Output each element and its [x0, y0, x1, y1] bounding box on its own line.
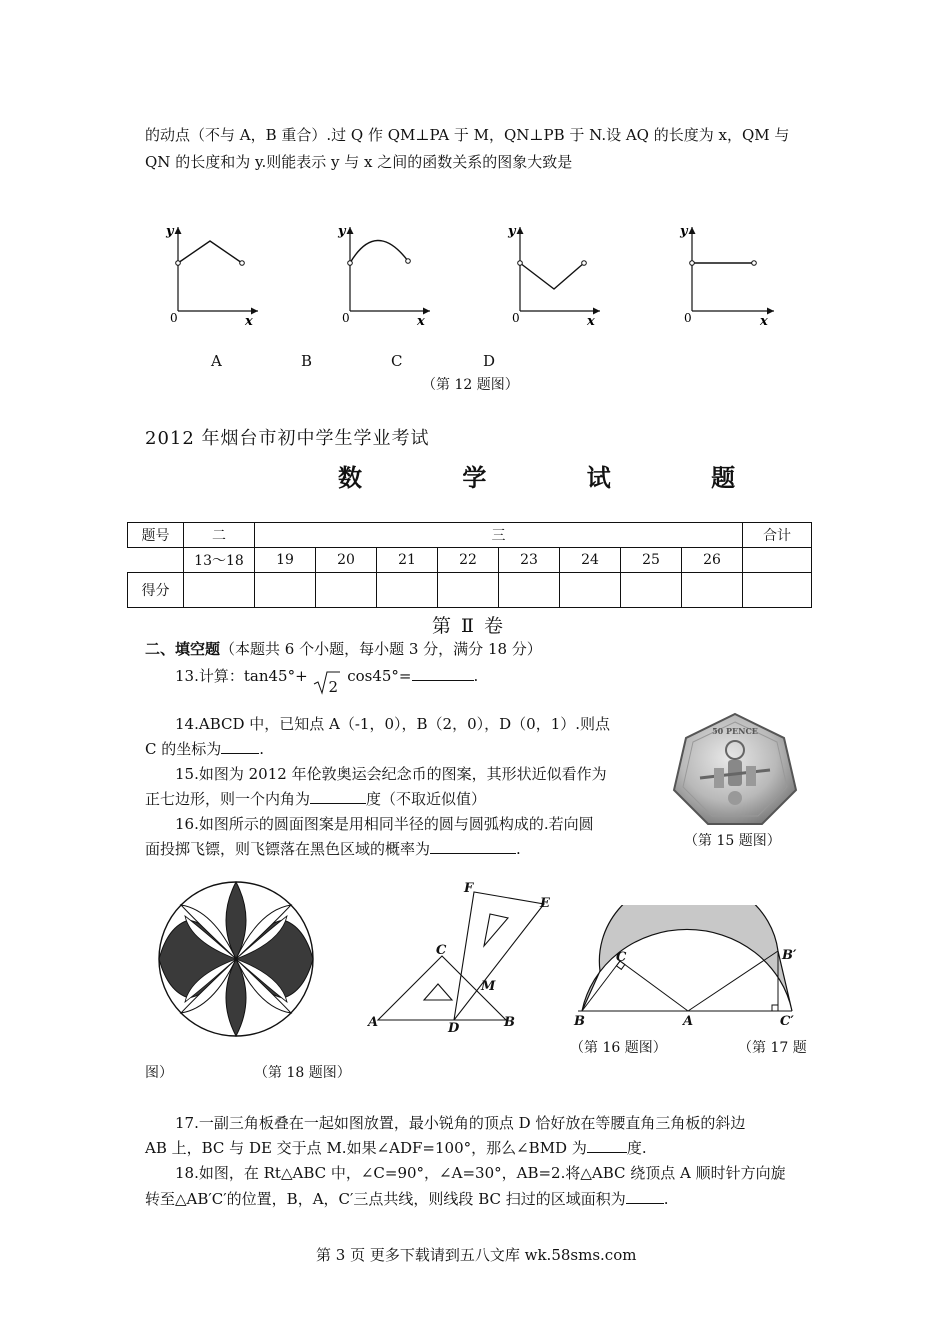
score-table	[127, 522, 812, 608]
q15-figure-caption: （第 15 题图）	[684, 833, 781, 849]
q18-semicircle-figure	[570, 905, 800, 1030]
label-d: D	[448, 1021, 460, 1035]
label-c: C	[436, 943, 447, 958]
q16-circle-figure	[155, 878, 317, 1040]
table-section-three: 三	[255, 523, 743, 548]
table-col-26: 26	[682, 548, 743, 573]
sqrt-symbol	[312, 671, 342, 696]
q18-answer-blank	[626, 1188, 664, 1204]
q17-line-2	[145, 1137, 647, 1159]
q15-answer-blank	[310, 788, 366, 804]
q15-line-1: 15.如图为 2012 年伦敦奥运会纪念币的图案，其形状近似看作为	[175, 765, 607, 783]
score-cell	[499, 573, 560, 608]
q18-line-1: 18.如图，在 Rt△ABC 中，∠C=90°，∠A=30°，AB=2.将△ABC 绕顶点 A 顺时针方向旋	[175, 1164, 786, 1182]
q18-end: .	[663, 1190, 669, 1208]
score-cell	[560, 573, 621, 608]
q16-end: .	[516, 840, 521, 858]
graph-c-y-label: y	[508, 224, 516, 239]
score-cell	[255, 573, 316, 608]
table-col-13-18: 13～18	[184, 548, 255, 573]
score-cell	[316, 573, 377, 608]
label-c: C	[616, 950, 627, 965]
graph-c-origin: 0	[512, 311, 520, 325]
sqrt-value: 2	[328, 678, 338, 696]
q15-line-2-suffix: 度（不取近似值）	[366, 790, 487, 808]
subject-title: 数 学 试 题	[338, 463, 782, 492]
table-col-23: 23	[499, 548, 560, 573]
graph-b-x-label: x	[417, 314, 425, 329]
label-b: B	[504, 1015, 515, 1030]
graph-b-y-label: y	[338, 224, 346, 239]
q16-answer-blank	[430, 838, 516, 854]
section-heading	[145, 638, 542, 660]
label-e: E	[540, 896, 550, 911]
q16-figure-caption: （第 16 题图）	[570, 1040, 667, 1056]
exam-title: 2012 年烟台市初中学生学业考试	[145, 428, 430, 449]
table-section-two: 二	[184, 523, 255, 548]
section-heading-bold: 二、填空题	[145, 640, 221, 658]
score-cell	[621, 573, 682, 608]
q18-figure-caption: （第 18 题图）	[254, 1065, 351, 1081]
label-f: F	[464, 881, 474, 896]
q14-line-2	[145, 738, 264, 760]
table-total-blank	[743, 548, 812, 573]
q17-figure-caption: （第 17 题	[738, 1040, 807, 1056]
graph-a-y-label: y	[166, 224, 174, 239]
q18-line-2-text: 转至△AB′C′的位置，B，A，C′三点共线，则线段 BC 扫过的区域面积为	[145, 1190, 626, 1208]
table-total: 合计	[743, 523, 812, 548]
table-col-24: 24	[560, 548, 621, 573]
label-b-prime: B′	[782, 948, 797, 963]
coin-figure	[670, 712, 800, 827]
q14-line-1: 14.ABCD 中，已知点 A（-1，0），B（2，0），D（0，1）.则点	[175, 715, 611, 733]
table-col-22: 22	[438, 548, 499, 573]
q17-line-1: 17.一副三角板叠在一起如图放置，最小锐角的顶点 D 恰好放在等腰直角三角板的斜边	[175, 1114, 746, 1132]
q17-figure-caption-tail: 图）	[145, 1065, 173, 1081]
q14-end: .	[259, 740, 265, 758]
q16-line-2	[145, 838, 521, 860]
graph-a-x-label: x	[245, 314, 253, 329]
q16-line-2-text: 面投掷飞镖，则飞镖落在黑色区域的概率为	[145, 840, 431, 858]
q14-line-2-text: C 的坐标为	[145, 740, 222, 758]
table-col-19: 19	[255, 548, 316, 573]
score-cell	[682, 573, 743, 608]
score-cell	[184, 573, 255, 608]
q17-line-2-text: AB 上，BC 与 DE 交于点 M.如果∠ADF=100°，那么∠BMD 为	[145, 1139, 587, 1157]
q17-answer-blank	[587, 1137, 627, 1153]
score-cell	[743, 573, 812, 608]
graph-d-y-label: y	[680, 224, 688, 239]
q16-line-1: 16.如图所示的圆面图案是用相同半径的圆与圆弧构成的.若向圆	[175, 815, 594, 833]
page-footer: 第 3 页 更多下载请到五八文库 wk.58sms.com	[316, 1246, 637, 1264]
q13-answer-blank	[412, 665, 474, 681]
table-col-25: 25	[621, 548, 682, 573]
q17-line-2-suffix: 度.	[626, 1139, 647, 1157]
label-b: B	[574, 1014, 585, 1029]
graph-c	[507, 224, 600, 329]
option-b-label: B	[301, 352, 313, 370]
coin-text: 50 PENCE	[712, 726, 758, 736]
q12-line-2: QN 的长度和为 y.则能表示 y 与 x 之间的函数关系的图象大致是	[145, 153, 573, 171]
table-label-question-number: 题号	[128, 523, 184, 548]
q17-triangles-figure	[366, 880, 566, 1035]
q15-line-2-text: 正七边形，则一个内角为	[145, 790, 311, 808]
label-m: M	[481, 979, 496, 994]
graph-d-x-label: x	[760, 314, 768, 329]
score-cell	[377, 573, 438, 608]
q13	[175, 665, 479, 696]
q18-line-2	[145, 1188, 669, 1210]
q15-line-2	[145, 788, 486, 810]
table-label-score: 得分	[128, 573, 184, 608]
q12-line-1: 的动点（不与 A，B 重合）.过 Q 作 QM⊥PA 于 M，QN⊥PB 于 N.设 AQ 的长度为 x，QM 与	[145, 126, 790, 144]
graph-b	[337, 224, 430, 329]
table-empty-cell	[128, 548, 184, 573]
q13-end: .	[473, 667, 479, 685]
graph-d	[679, 224, 774, 329]
option-d-label: D	[483, 352, 496, 370]
graph-c-x-label: x	[587, 314, 595, 329]
q12-figure-caption: （第 12 题图）	[422, 377, 519, 393]
score-cell	[438, 573, 499, 608]
volume-title: 第 Ⅱ 卷	[432, 615, 505, 637]
option-c-label: C	[391, 352, 403, 370]
q12-graph-options	[150, 215, 790, 335]
graph-a	[165, 224, 258, 329]
option-a-label: A	[211, 352, 222, 370]
section-heading-rest: （本题共 6 个小题，每小题 3 分，满分 18 分）	[220, 640, 542, 658]
q13-suffix: cos45°=	[347, 667, 412, 685]
table-col-20: 20	[316, 548, 377, 573]
label-a: A	[683, 1014, 694, 1029]
label-c-prime: C′	[780, 1014, 794, 1029]
graph-d-origin: 0	[684, 311, 692, 325]
table-col-21: 21	[377, 548, 438, 573]
label-a: A	[368, 1015, 379, 1030]
graph-a-origin: 0	[170, 311, 178, 325]
q13-prefix: 13.计算：tan45°+	[175, 667, 308, 685]
q14-answer-blank	[221, 738, 259, 754]
graph-b-origin: 0	[342, 311, 350, 325]
